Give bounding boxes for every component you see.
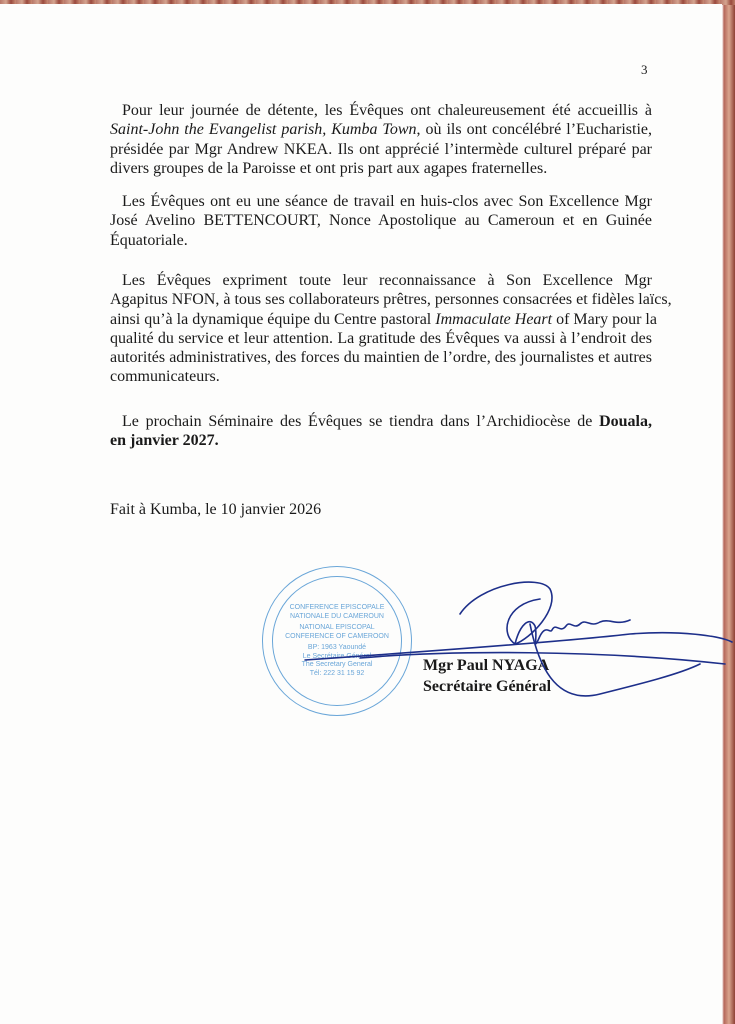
paragraph-remerciements: [110, 271, 672, 387]
text-segment: Agapitus NFON, à tous ses collaborateurs prêtres, personnes consacrées et fidèles laïcs,: [110, 291, 672, 309]
text-segment: Pour leur journée de détente, les Évêques ont chaleureusement été accueillis à: [122, 102, 652, 119]
text-segment: autorités administratives, des forces du maintien de l’ordre, des journalistes et autres: [110, 349, 652, 367]
stamp-center-en: The Secretary General: [301, 661, 373, 668]
text-line: [110, 431, 652, 450]
document-page: [0, 4, 722, 1024]
stamp-phone: Tél: 222 31 15 92: [309, 669, 365, 677]
text-segment: ainsi qu’à la dynamique équipe du Centre pastoral: [110, 310, 436, 328]
handwritten-signature: [300, 564, 735, 714]
stamp-center-fr: Le Secrétaire Général: [302, 652, 372, 660]
text-segment: présidée par Mgr Andrew NKEA. Ils ont apprécié l’intermède culturel préparé par: [110, 140, 652, 158]
place-date: Fait à Kumba, le 10 janvier 2026: [110, 501, 322, 518]
text-line: [110, 367, 652, 386]
text-line: [110, 140, 652, 159]
text-line: [110, 290, 672, 309]
text-line: [110, 348, 652, 367]
text-line: [110, 159, 652, 178]
signatory-title: Secrétaire Général: [423, 678, 552, 695]
text-segment: José Avelino BETTENCOURT, Nonce Apostolique au Cameroun et en Guinée: [110, 212, 652, 230]
signatory-name: Mgr Paul NYAGA: [423, 657, 550, 674]
text-segment: Équatoriale.: [110, 231, 188, 249]
text-line: [110, 211, 652, 230]
text-segment: qualité du service et leur attention. La gratitude des Évêques va aussi à l’endroit des: [110, 329, 652, 347]
paragraph-prochain-seminaire: [110, 412, 652, 451]
text-segment: , où ils ont concélébré l’Eucharistie,: [416, 121, 652, 139]
stamp-outer-text: CONFERENCE EPISCOPALE NATIONALE DU CAMEROUN: [289, 604, 385, 620]
text-segment: Saint-John the Evangelist parish, Kumba Town: [110, 121, 417, 139]
text-line: [110, 310, 657, 329]
text-segment: Les Évêques ont eu une séance de travail en huis-clos avec Son Excellence Mgr: [122, 193, 652, 210]
text-line: [110, 412, 652, 431]
stamp-address: BP: 1963 Yaoundé: [307, 644, 367, 651]
text-line: [110, 231, 652, 250]
text-line: [110, 120, 652, 139]
text-line: [110, 329, 652, 348]
text-segment: Les Évêques expriment toute leur reconnaissance à Son Excellence Mgr: [122, 272, 652, 289]
text-segment: divers groupes de la Paroisse et ont pris part aux agapes fraternelles.: [110, 159, 548, 177]
text-segment: Le prochain Séminaire des Évêques se tiendra dans l’Archidiocèse de: [122, 413, 600, 430]
text-segment: Douala,: [599, 413, 652, 430]
page-number: 3: [641, 62, 648, 77]
stamp-inner-text: NATIONAL EPISCOPAL CONFERENCE OF CAMEROON: [285, 624, 389, 640]
paragraph-nonce: [110, 192, 652, 250]
paragraph-detente: [110, 101, 652, 178]
text-segment: en janvier 2027.: [110, 432, 219, 450]
text-line: [110, 192, 652, 211]
text-line: [110, 271, 652, 290]
text-segment: Immaculate Heart: [435, 310, 553, 328]
text-segment: communicateurs.: [110, 368, 220, 386]
text-segment: of Mary pour la: [552, 310, 657, 328]
text-line: [110, 101, 652, 120]
